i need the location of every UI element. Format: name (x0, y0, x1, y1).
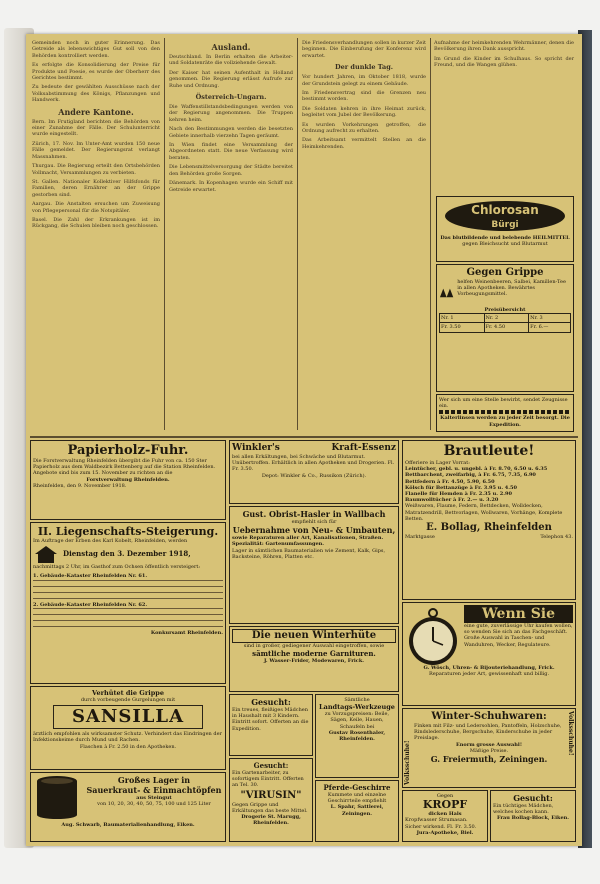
obrist-bold: Uebernahme von Neu- & Umbauten, (232, 525, 396, 536)
sansilla-ad (30, 686, 226, 770)
kropf-head: Gegen (436, 793, 454, 799)
winkler-title2: Kraft-Essenz (331, 443, 396, 453)
steingut-title: Großes Lager in (117, 775, 191, 785)
liegenschaft-sign: Konkursamt Rheinfelden. (150, 629, 223, 636)
list-item: Kölsch für Bettanzüge à Fr. 3.95 u. 4.50 (405, 484, 517, 491)
grippe-text: helfen Weinenbeeren, Salbei, Kamillen-Tee in allen Apotheken. Bewährtes Vorbeugungsmittel. (457, 279, 566, 298)
chlorosan-brand: Chlorosan (471, 203, 539, 217)
liegenschaft-text2: nachmittags 2 Uhr, im Gasthof zum Ochsen öffentlich versteigert: (33, 564, 201, 571)
gesucht-2-text: Ein Gartenarbeiter, zu sofortigem Eintritt. Offerten an Tel. 30. (232, 770, 304, 789)
virusin-ad (229, 758, 313, 842)
stellen-text: Wer sich um eine Stelle bewirbt, sendet Zeugnisse ein. (439, 397, 568, 410)
item-2-text-lines (33, 608, 223, 630)
chlorosan-ad (436, 196, 574, 262)
col3-text-6: Das Arbeitsamt vermittelt Stellen an die Heimkehrenden. (302, 137, 426, 150)
sansilla-sub: durch vorbeugende Gurgelungen mit (80, 697, 176, 703)
wennsie-text: eine gute, zuverlässige Uhr kaufen wollen, so wenden Sie sich an das Fachgeschäft. Große Auswahl in Taschen- und Wanduhren, Wecker, Regulateure. (464, 623, 573, 648)
sansilla-text: ärztlich empfohlen als wirksamster Schutz. Verhindert das Eindringen der Infektionskeime durch Mund und Rachen. (33, 731, 222, 744)
sansilla-head: Verhütet die Grippe (92, 689, 164, 697)
steingut-sign: Aug. Schwarb, Baumaterialienhandlung, Eiken. (61, 822, 195, 828)
section-rule (30, 436, 578, 438)
winkler-text: bei allen Erkältungen, bei Schwäche und Blutarmut. Unübertroffen. Erhältlich in allen Apotheken und Drogerien. Fl. Fr. 3.50. (232, 454, 395, 473)
grippe-price-table (439, 313, 571, 332)
wennsie-ad (402, 602, 576, 706)
col2-text-2: Der Kaiser hat seinen Aufenthalt in Holland genommen. Die Regierung erlässt Aufrufe zur Ruhe und Ordnung. (169, 69, 293, 89)
column-rule (164, 38, 165, 430)
pocket-watch-icon (405, 605, 461, 665)
obrist-ad (229, 506, 399, 624)
column-1 (32, 40, 160, 432)
schuhe-sign: G. Freiermuth, Zeiningen. (430, 754, 548, 765)
steingut-ad (30, 772, 226, 842)
col2-text-4: Nach den Bestimmungen werden die besetzten Gebiete innerhalb vierzehn Tagen geräumt. (169, 126, 293, 139)
obrist-text2: sowie Reparaturen aller Art, Kanalisationen, Straßen. Spezialität: Gartenumfassungen. (232, 535, 384, 548)
pferde-ad (315, 780, 399, 842)
list-item: Bettbarchent, zweifarbig, à Fr. 6.75, 7.35, 6.90 (405, 472, 536, 479)
col3-text-2: Vor hundert Jahren, im Oktober 1818, wurde der Grundstein gelegt zu einem Gebäude. (302, 74, 426, 87)
col4-text-2: Im Grund die Kinder im Schulhaus. So spricht der Freund, und die Wangen glühen. (434, 55, 574, 69)
house-icon (33, 544, 59, 564)
col3-text-4: Die Soldaten kehren in ihre Heimat zurück, begleitet vom Jubel der Bevölkerung. (302, 105, 426, 119)
kropf-text: Kropfwasser Strumasan. Sicher wirkend. Fl. Fr. 3.50. (405, 817, 477, 830)
column-rule (430, 38, 431, 430)
liegenschaft-item-1: 1. Gebäude-Kataster Rheinfelden Nr. 61. (33, 573, 148, 580)
brautleute-sign: E. Bollag, Rheinfelden (426, 522, 552, 534)
schuhe-text: Finken mit Filz- und Ledersohlen, Pantoffeln, Holzschuhe, Rindslederschuhe, Bergschuhe, Kinderschuhe in jeder Preislage. (414, 723, 562, 742)
liegenschaft-item-2: 2. Gebäude-Kataster Rheinfelden Nr. 62. (33, 601, 148, 608)
brautleute-tel: Telephon 43. (540, 534, 573, 541)
winterhute-title: Die neuen Winterhüte (232, 629, 396, 643)
obrist-text3: Lager in sämtlichen Baumaterialien wie Zement, Kalk, Gips, Backsteine, Röhren, Platten etc. (232, 547, 386, 560)
col4-text-1: Aufnahme der heimkehrenden Wehrmänner, denen die Bevölkerung ihren Dank ausspricht. (434, 40, 574, 53)
newspaper-page (26, 34, 582, 846)
list-item: Baumwolltücher à Fr. 2.— u. 3.20 (405, 497, 499, 504)
col1-text-8: Aargau. Die Anstalten ersuchen um Zuweisung von Pflegepersonal für die Notspitäler. (32, 201, 160, 214)
wennsie-title: Wenn Sie (464, 605, 573, 623)
steingut-sub: aus Steingut (136, 795, 172, 801)
col3-heading: Der dunkle Tag. (334, 63, 394, 72)
schuhe-side: Volksschuhe! (404, 740, 411, 785)
col1-text-4: Bern. Im Frutigland berichten die Behörden von einer Zunahme der Fälle. Der Schulunterricht wurde eingestellt. (32, 118, 160, 138)
stellen-ad (436, 394, 574, 432)
col2-text-3: Die Waffenstillstandsbedingungen werden von der Regierung angenommen. Die Truppen kehren heim. (169, 104, 293, 123)
kropf-sub: dicken Hals (428, 811, 462, 818)
winterhute-text: sind in großer, gediegener Auswahl eingetroffen, sowie (243, 643, 385, 649)
sansilla-price: Flaschen à Fr. 2.50 in den Apotheken. (79, 743, 177, 750)
table-cell: Fr. 6.— (529, 323, 571, 332)
papierholz-text: Die Forstverwaltung Rheinfelden übergibt die Fuhr von ca. 150 Ster Papierholz aus dem Waldbezirk Bettenberg auf die Station Rheinfelden. Angebote sind bis zum 15. November zu richten an die (33, 458, 216, 477)
landtag-text: zu Vorzugspreisen: Beile, Sägen, Keile, Hauen, Schaufeln bei (324, 711, 390, 730)
schuhe-bold: Enorm grosse Auswahl! (455, 741, 523, 748)
papierholz-ad (30, 440, 226, 520)
list-item: Bettfedern à Fr. 4.50, 5.90, 6.50 (405, 478, 495, 485)
column-3 (302, 40, 426, 432)
schuhe-text2: Mäßige Preise. (469, 747, 509, 754)
gesucht-3-ad (490, 790, 576, 842)
gesucht-2-title: Gesucht: (253, 761, 289, 770)
col3-text-5: Es wurden Vorkehrungen getroffen, die Ordnung aufrecht zu erhalten. (302, 121, 426, 135)
virusin-sign: Drogerie St. Marugg, Rheinfelden. (241, 814, 301, 827)
col2-text-6: Die Lebensmittelversorgung der Städte bereitet den Behörden große Sorgen. (169, 164, 293, 177)
gesucht-3-text: Ein tüchtiges Mädchen, welches kochen kann. (493, 803, 554, 816)
column-4 (434, 40, 574, 190)
kropf-ad (402, 790, 488, 842)
steingut-title2: Sauerkraut- & Einmachtöpfen (86, 785, 222, 795)
papierholz-title: Papierholz-Fuhr. (67, 443, 189, 458)
winterhute-ad (229, 626, 399, 692)
column-2 (169, 40, 293, 432)
table-cell: Fr. 3.50 (440, 323, 485, 332)
gesucht-3-sign: Frau Bollag-Block, Eiken. (496, 815, 570, 822)
kropf-title: KROPF (422, 798, 468, 812)
col1-text-5: Zürich, 17. Nov. Im Unter-Amt wurden 150 neue Fälle gemeldet. Der Regierungsrat verlangt Massnahmen. (32, 140, 160, 160)
brautleute-title: Brautleute! (443, 443, 535, 459)
list-item: Leintücher, gebl. u. ungebl. à Fr. 8.70, 6.50 u. 6.35 (405, 466, 548, 473)
winkler-title: Winkler's (232, 443, 280, 453)
pferde-bold: Pferde-Geschirre (323, 783, 391, 792)
chlorosan-logo (439, 199, 571, 233)
brautleute-price-list (405, 466, 573, 503)
grippe-ad (436, 264, 574, 392)
winterhute-bold: sämtliche moderne Garnituren. (252, 649, 376, 659)
brautleute-ad (402, 440, 576, 600)
table-cell: Fr. 4.50 (484, 323, 529, 332)
landtag-bold: Landtags-Werkzeuge (319, 703, 395, 712)
ornament-rule (439, 410, 571, 414)
schuhe-side-right: Volksschuhe! (567, 711, 574, 756)
col1-text-2: Es erfolgte die Konsolidierung der Preise für Produkte und Poesie, es wurde der Oberherr des Gerichtes bestimmt. (32, 62, 160, 82)
pill-icon (439, 279, 454, 305)
col3-text-3: Im Friedensvertrag sind die Grenzen neu bestimmt worden. (302, 90, 426, 103)
papierholz-date: Rheinfelden, den 9. November 1918. (33, 482, 127, 489)
table-cell: Nr. 3 (529, 314, 571, 323)
landtag-sign: Gustav Rosenthaler, Rheinfelden. (328, 729, 386, 743)
col2-heading: Ausland. (211, 42, 251, 52)
table-cell: Nr. 2 (484, 314, 529, 323)
liegenschaft-date: Dienstag den 3. Dezember 1918, (63, 549, 191, 559)
brautleute-place: Marktgasse (405, 534, 435, 541)
schuhe-title: Winter-Schuhwaren: (431, 711, 547, 722)
col2-heading-2: Österreich-Ungarn. (195, 93, 267, 102)
winterhute-sign: J. Wasser-Frider, Modewaren, Frick. (263, 658, 365, 665)
winkler-ad (229, 440, 399, 504)
obrist-title: Gust. Obrist-Hasler in Wallbach (242, 509, 386, 519)
table-cell: Nr. 1 (440, 314, 485, 323)
liegenschaft-ad (30, 522, 226, 684)
col2-text-1: Deutschland. In Berlin erhalten die Arbeiter- und Soldatenräte die vollziehende Gewalt. (169, 54, 293, 67)
pot-icon (33, 775, 81, 819)
gesucht-3-title: Gesucht: (513, 793, 553, 803)
item-1-text-lines (33, 580, 223, 602)
gesucht-1-text: Ein treues, fleißiges Mädchen in Haushalt mit 3 Kindern. Eintritt sofort. Offerten an die Expedition. (232, 707, 309, 732)
steingut-text: von 10, 20, 30, 40, 50, 75, 100 und 125 Liter (97, 801, 211, 808)
papierholz-sign: Forstverwaltung Rheinfelden. (86, 476, 170, 483)
col2-text-5: In Wien findet eine Versammlung der Abgeordneten statt. Die neue Verfassung wird beraten. (169, 142, 293, 161)
gesucht-1-ad (229, 694, 313, 756)
landtag-ad (315, 694, 399, 778)
landtag-title: Sämtliche (344, 697, 370, 703)
col1-text-9: Basel. Die Zahl der Erkrankungen ist im Rückgang, die Schulen bleiben noch geschlossen. (32, 216, 160, 230)
chlorosan-sub: Bürgi (491, 220, 519, 230)
col1-text-7: St. Gallen. Nationaler Kollektiver Hilfsfonds für Familien, deren Ernährer an der Grippe gestorben sind. (32, 178, 160, 198)
grippe-price-title: Preisübersicht (484, 307, 526, 313)
col1-heading: Andere Kantone. (58, 106, 134, 117)
kropf-sign: Jura-Apotheke, Biel. (416, 829, 474, 836)
col2-text-7: Dänemark. In Kopenhagen wurde ein Schiff mit Getreide erwartet. (169, 180, 293, 193)
virusin-brand: "VIRUSIN" (240, 789, 302, 801)
brautleute-text2: Weißwaren, Flaume, Federn, Bettdecken, Wolldecken, Matratzendrill, Bettvorlagen, Wollwaren, Vorhänge, Komplete Betten. (405, 503, 563, 522)
obrist-text: empfiehlt sich für (291, 519, 337, 525)
column-rule (297, 38, 298, 430)
col3-text-1: Die Friedensverhandlungen sollen in kurzer Zeit beginnen. Die Einberufung der Konferenz wird erwartet. (302, 40, 426, 59)
wennsie-bold: G. Wösch, Uhren- & Bijouteriehandlung, Frick. (423, 665, 555, 671)
chlorosan-note: gegen Bleichsucht und Blutarmut (462, 241, 548, 248)
grippe-title: Gegen Grippe (466, 267, 544, 278)
stellen-slogan: Kalterlinsen werden zu jeder Zeit besorgt. Die Expedition. (440, 415, 570, 428)
winkler-sign: Depot: Winkler & Co., Russikon (Zürich). (261, 472, 367, 479)
pferde-text: Kummete und einzelne Geschirrteile empfiehlt (327, 792, 387, 805)
schuhe-ad (402, 708, 576, 788)
sansilla-brand: SANSILLA (53, 705, 203, 729)
col1-text-1: Gemeinden noch in guter Erinnerung. Das Getreide als lebenswichtiges Gut soll von den Behörden kontrolliert werden. (32, 40, 160, 59)
wennsie-text2: Reparaturen jeder Art, gewissenhaft und billig. (428, 671, 550, 678)
liegenschaft-text: Im Auftrage der Erben des Karl Kobelt, Rheinfelden, werden (33, 538, 188, 544)
virusin-text: Gegen Grippe und Erkältungen das beste Mittel. (232, 801, 308, 814)
col1-text-3: Zu bedeute der gewählten Ausschüsse nach der Volksabstimmung des Königs, Pflanzungen und Handwerk. (32, 84, 160, 104)
list-item: Flanelle für Hemden à Fr. 2.35 u. 2.90 (405, 491, 512, 498)
pferde-sign: L. Spahr, Sattlerei, Zeiningen. (330, 804, 384, 817)
brautleute-text: Offeriere in Lager Vorrat: (405, 460, 470, 466)
gesucht-1-title: Gesucht: (251, 697, 291, 707)
liegenschaft-title: II. Liegenschafts-Steigerung. (37, 525, 219, 538)
chlorosan-tagline: Das blutbildende und belebende HEILMITTEL (440, 235, 570, 242)
col1-text-6: Thurgau. Die Regierung erteilt den Ortsbehörden Vollmacht, Versammlungen zu verbieten. (32, 163, 160, 176)
